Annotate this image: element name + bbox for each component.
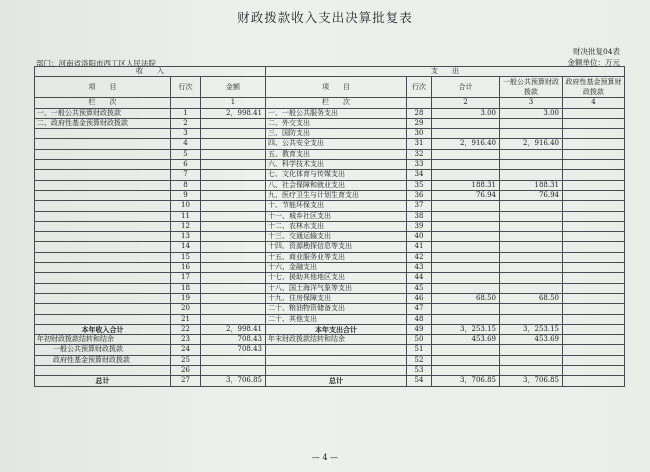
general-budget-amount [500,149,563,159]
table-row [35,149,625,159]
income-line-no: 4 [171,139,201,149]
income-line-no: 8 [171,180,201,190]
gov-fund-amount [563,139,625,149]
general-budget-amount [500,355,563,365]
gov-fund-amount [563,366,625,376]
income-line-no: 16 [171,263,201,273]
gov-fund-amount [563,273,625,283]
expense-item: 一、一般公共服务支出 [266,108,407,118]
expense-total [432,232,500,242]
income-amount [201,355,266,365]
gov-fund-amount [563,149,625,159]
expense-total: 68.50 [432,293,500,303]
expense-item: 三、国防支出 [266,129,407,139]
general-budget-amount [500,160,563,170]
expense-line-no: 28 [407,108,432,118]
expense-total [432,118,500,128]
income-line-no: 27 [171,376,201,386]
gov-fund-amount [563,314,625,324]
income-line-no: 18 [171,283,201,293]
expense-line-no: 32 [407,149,432,159]
expense-item: 十六、金融支出 [266,263,407,273]
general-budget-amount [500,252,563,262]
income-line-no: 12 [171,221,201,231]
gov-fund-amount [563,293,625,303]
expense-line-no: 53 [407,366,432,376]
expense-item: 二、外交支出 [266,118,407,128]
expense-line-no: 30 [407,129,432,139]
income-amount: 708.43 [201,345,266,355]
expense-line-no: 37 [407,201,432,211]
expense-item: 十九、住房保障支出 [266,293,407,303]
column-index-3: 3 [500,98,563,108]
table-row [35,314,625,324]
expense-item: 六、科学技术支出 [266,160,407,170]
expense-section-header: 支 出 [266,67,625,77]
table-row [35,304,625,314]
gov-fund-header: 政府性基金预算财政拨款 [563,77,625,98]
gov-fund-amount [563,160,625,170]
general-budget-amount [500,242,563,252]
expense-item: 十四、资源勘探信息等支出 [266,242,407,252]
income-amount [201,252,266,262]
income-line-no: 23 [171,335,201,345]
expense-item: 九、医疗卫生与计划生育支出 [266,190,407,200]
expense-total [432,149,500,159]
table-body [35,108,625,324]
gov-fund-amount [563,221,625,231]
income-item [35,170,171,180]
column-index-label: 栏 次 [266,98,407,108]
expense-total [432,263,500,273]
income-item [35,139,171,149]
table-row [35,139,625,149]
income-item [35,160,171,170]
general-budget-amount: 3，706.85 [500,376,563,386]
expense-total [432,221,500,231]
general-budget-amount [500,263,563,273]
expense-line-no: 39 [407,221,432,231]
expense-line-no: 54 [407,376,432,386]
gov-fund-amount [563,232,625,242]
general-budget-amount [500,304,563,314]
expense-total-header: 合计 [432,77,500,98]
expense-line-no: 48 [407,314,432,324]
income-amount [201,283,266,293]
expense-item: 十五、商业服务业等支出 [266,252,407,262]
income-line-no: 7 [171,170,201,180]
income-item [35,304,171,314]
table-row [35,242,625,252]
income-amount [201,211,266,221]
income-line-no: 2 [171,118,201,128]
column-index-1: 1 [201,98,266,108]
expense-line-no: 42 [407,252,432,262]
gov-fund-amount [563,129,625,139]
gov-fund-amount [563,304,625,314]
income-line-no: 19 [171,293,201,303]
gov-fund-amount [563,242,625,252]
table-row [35,190,625,200]
income-amount [201,232,266,242]
expense-line-no: 49 [407,324,432,334]
gov-fund-amount [563,376,625,386]
expense-total: 453.69 [432,335,500,345]
gov-fund-amount [563,201,625,211]
general-budget-amount: 68.50 [500,293,563,303]
general-budget-amount [500,314,563,324]
expense-total: 3.00 [432,108,500,118]
income-amount [201,201,266,211]
income-item [35,211,171,221]
general-budget-amount: 188.31 [500,180,563,190]
income-amount [201,273,266,283]
expense-line-no: 44 [407,273,432,283]
expense-line-no: 46 [407,293,432,303]
expense-total [432,201,500,211]
income-amount [201,221,266,231]
income-amount [201,293,266,303]
expense-total [432,211,500,221]
table-row [35,129,625,139]
form-number: 财决批复04表 [572,47,620,56]
table-row [35,232,625,242]
general-budget-amount: 453.69 [500,335,563,345]
income-amount [201,304,266,314]
income-item [35,314,171,324]
expense-summary-item [266,345,407,355]
expense-total [432,160,500,170]
expense-total [432,252,500,262]
income-item [35,293,171,303]
expense-item: 十一、城乡社区支出 [266,211,407,221]
expense-line-header: 行次 [407,77,432,98]
income-line-no: 17 [171,273,201,283]
expense-line-no: 52 [407,355,432,365]
general-budget-amount [500,345,563,355]
general-budget-amount [500,283,563,293]
general-budget-amount [500,221,563,231]
income-summary-item: 本年收入合计 [35,324,171,334]
table-row [35,211,625,221]
general-budget-amount [500,211,563,221]
table-summary [35,324,625,386]
table-row [35,263,625,273]
form-meta [568,46,621,68]
income-line-no: 6 [171,160,201,170]
table-row [35,118,625,128]
general-budget-amount [500,273,563,283]
expense-line-no: 51 [407,345,432,355]
income-amount [201,118,266,128]
expense-item: 十二、农林水支出 [266,221,407,231]
income-item [35,283,171,293]
gov-fund-amount [563,355,625,365]
expense-item: 七、文化体育与传媒支出 [266,170,407,180]
income-item [35,221,171,231]
expense-line-no: 38 [407,211,432,221]
general-budget-amount: 76.94 [500,190,563,200]
income-amount: 3，706.85 [201,376,266,386]
general-budget-amount [500,232,563,242]
table-row [35,252,625,262]
income-line-no: 20 [171,304,201,314]
general-budget-amount [500,170,563,180]
income-item [35,263,171,273]
income-amount: 708.43 [201,335,266,345]
summary-row [35,366,625,376]
table-row [35,283,625,293]
income-line-no: 5 [171,149,201,159]
income-item: 二、政府性基金预算财政拨款 [35,118,171,128]
expense-item: 五、教育支出 [266,149,407,159]
expense-line-no: 31 [407,139,432,149]
expense-summary-item: 总计 [266,376,407,386]
income-line-no: 15 [171,252,201,262]
income-item [35,190,171,200]
budget-table [34,66,625,387]
expense-total: 188.31 [432,180,500,190]
income-item [35,201,171,211]
table-row [35,221,625,231]
summary-row [35,324,625,334]
expense-summary-item: 年末财政拨款结转和结余 [266,335,407,345]
income-amount [201,314,266,324]
income-item [35,252,171,262]
gov-fund-amount [563,170,625,180]
expense-line-no: 45 [407,283,432,293]
gov-fund-amount [563,108,625,118]
general-budget-amount: 3.00 [500,108,563,118]
expense-line-no: 50 [407,335,432,345]
general-budget-header: 一般公共预算财政拨款 [500,77,563,98]
income-item: 一、一般公共预算财政拨款 [35,108,171,118]
expense-summary-item: 本年支出合计 [266,324,407,334]
general-budget-amount [500,118,563,128]
expense-item: 八、社会保障和就业支出 [266,180,407,190]
table-row [35,160,625,170]
general-budget-amount [500,129,563,139]
table-row [35,201,625,211]
expense-item: 十三、交通运输支出 [266,232,407,242]
income-line-no: 24 [171,345,201,355]
income-item [35,232,171,242]
expense-total [432,314,500,324]
income-item [35,180,171,190]
income-amount: 2，998.41 [201,108,266,118]
expense-line-no: 35 [407,180,432,190]
gov-fund-amount [563,252,625,262]
column-index-label: 栏 次 [35,98,171,108]
expense-total [432,129,500,139]
summary-row [35,335,625,345]
expense-item: 十七、援助其他地区支出 [266,273,407,283]
column-index-2: 2 [432,98,500,108]
expense-total: 3，706.85 [432,376,500,386]
expense-item: 十、节能环保支出 [266,201,407,211]
income-item [35,149,171,159]
expense-line-no: 41 [407,242,432,252]
expense-item: 十八、国土海洋气象等支出 [266,283,407,293]
income-summary-item: 政府性基金预算财政拨款 [35,355,171,365]
expense-total [432,304,500,314]
expense-line-no: 33 [407,160,432,170]
expense-item: 二十、其他支出 [266,314,407,324]
expense-item: 二十、粮油物资储备支出 [266,304,407,314]
income-amount [201,366,266,376]
page-number: — 4 — [311,453,339,462]
column-index-empty [171,98,201,108]
income-amount [201,139,266,149]
expense-summary-item [266,366,407,376]
income-item-header: 项 目 [35,77,171,98]
income-amount [201,160,266,170]
expense-total [432,366,500,376]
income-amount-header: 金额 [201,77,266,98]
expense-total: 3，253.15 [432,324,500,334]
summary-row [35,376,625,386]
income-line-no: 26 [171,366,201,376]
table-row [35,293,625,303]
table-row [35,273,625,283]
expense-line-no: 43 [407,263,432,273]
income-amount [201,149,266,159]
general-budget-amount [500,366,563,376]
expense-total: 2，916.40 [432,139,500,149]
income-section-header: 收 入 [35,67,266,77]
general-budget-amount [500,201,563,211]
gov-fund-amount [563,324,625,334]
income-summary-item: 总计 [35,376,171,386]
income-item [35,129,171,139]
general-budget-amount: 2，916.40 [500,139,563,149]
expense-total [432,355,500,365]
expense-item-header: 项 目 [266,77,407,98]
column-index-row [35,98,625,108]
income-summary-item: 一般公共预算财政拨款 [35,345,171,355]
gov-fund-amount [563,180,625,190]
income-line-no: 1 [171,108,201,118]
section-header-row [35,67,625,77]
income-line-no: 21 [171,314,201,324]
gov-fund-amount [563,283,625,293]
income-amount [201,170,266,180]
gov-fund-amount [563,211,625,221]
expense-total [432,273,500,283]
income-summary-item: 年初财政拨款结转和结余 [35,335,171,345]
expense-total [432,283,500,293]
expense-line-no: 34 [407,170,432,180]
gov-fund-amount [563,345,625,355]
expense-total [432,345,500,355]
income-summary-item [35,366,171,376]
page-title: 财政拨款收入支出决算批复表 [237,10,413,25]
expense-summary-item [266,355,407,365]
income-item [35,273,171,283]
income-line-no: 3 [171,129,201,139]
income-line-no: 25 [171,355,201,365]
income-line-no: 9 [171,190,201,200]
income-amount [201,242,266,252]
income-amount: 2，998.41 [201,324,266,334]
table-row [35,180,625,190]
table-row [35,170,625,180]
income-amount [201,180,266,190]
expense-total: 76.94 [432,190,500,200]
expense-line-no: 36 [407,190,432,200]
general-budget-amount: 3，253.15 [500,324,563,334]
column-index-empty [407,98,432,108]
table-row [35,108,625,118]
income-line-header: 行次 [171,77,201,98]
income-line-no: 14 [171,242,201,252]
expense-line-no: 40 [407,232,432,242]
income-line-no: 11 [171,211,201,221]
department-label: 部门：河南省洛阳市西工区人民法院 [36,59,156,68]
expense-total [432,242,500,252]
income-line-no: 10 [171,201,201,211]
income-line-no: 22 [171,324,201,334]
income-amount [201,263,266,273]
income-amount [201,190,266,200]
expense-item: 四、公共安全支出 [266,139,407,149]
gov-fund-amount [563,190,625,200]
expense-line-no: 29 [407,118,432,128]
gov-fund-amount [563,263,625,273]
column-header-row [35,77,625,98]
summary-row [35,345,625,355]
expense-line-no: 47 [407,304,432,314]
column-index-4: 4 [563,98,625,108]
unit-label: 金额单位：万元 [567,58,620,67]
income-item [35,242,171,252]
income-line-no: 13 [171,232,201,242]
summary-row [35,355,625,365]
expense-total [432,170,500,180]
gov-fund-amount [563,335,625,345]
income-amount [201,129,266,139]
gov-fund-amount [563,118,625,128]
